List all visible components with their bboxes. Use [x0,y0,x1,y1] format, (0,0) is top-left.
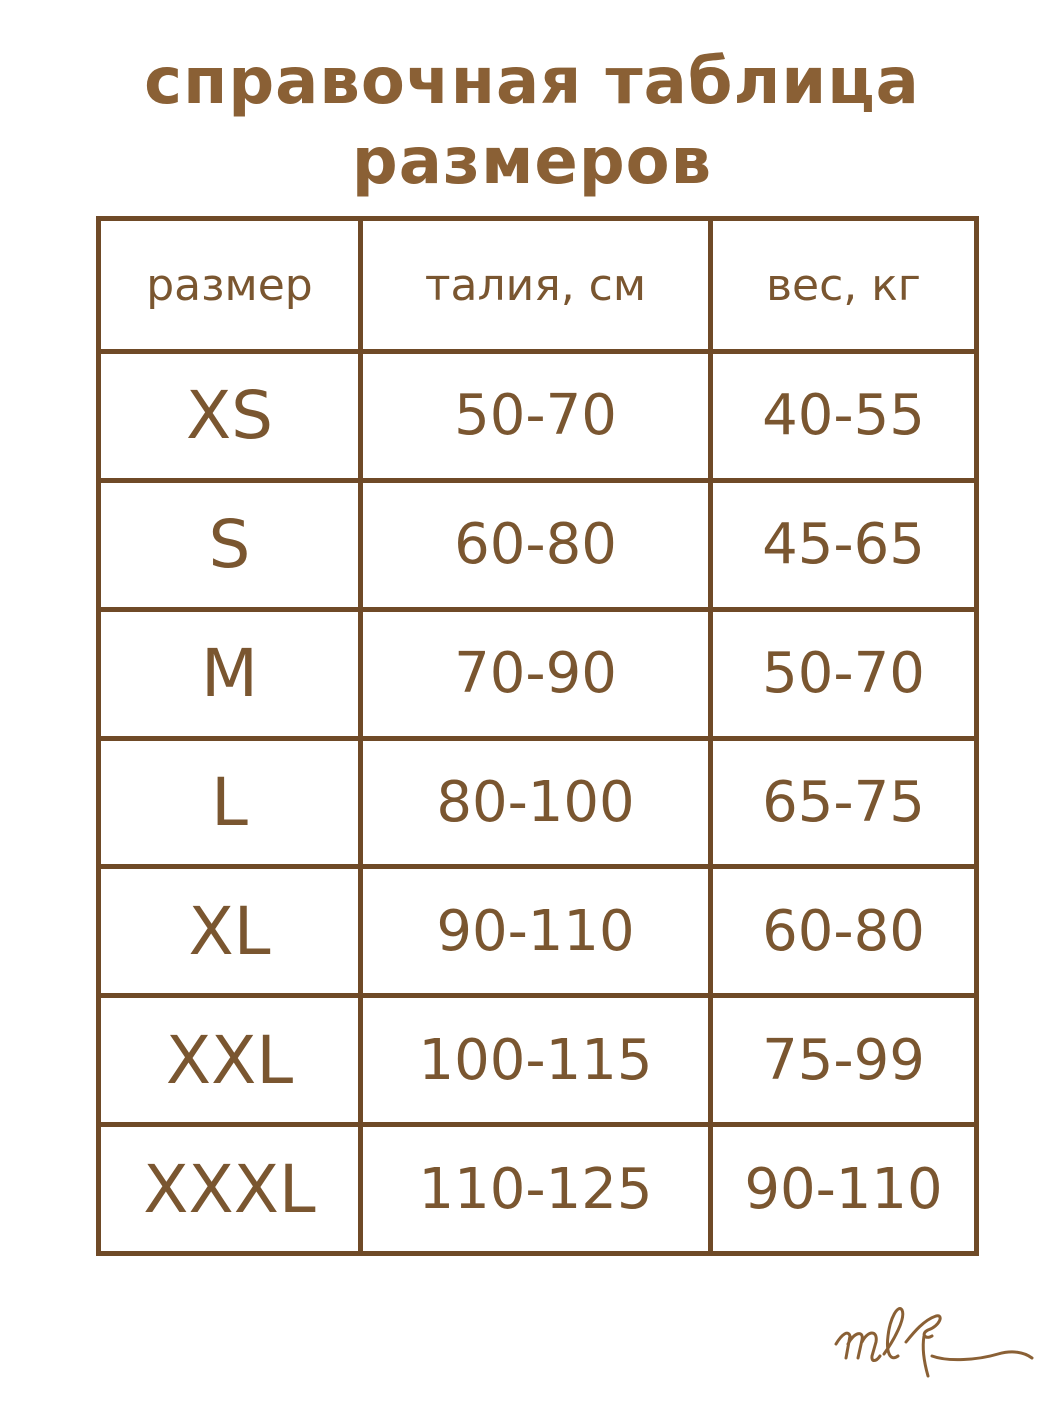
cell-waist: 110-125 [361,1125,711,1254]
cell-weight: 50-70 [711,609,977,738]
title-line-2: размеров [351,125,713,199]
cell-waist: 80-100 [361,738,711,867]
size-chart-table [96,216,979,1256]
title-line-1: справочная таблица [144,45,920,119]
cell-weight: 90-110 [711,1125,977,1254]
header-weight: вес, кг [711,219,977,352]
cell-weight: 45-65 [711,480,977,609]
cell-waist: 60-80 [361,480,711,609]
cell-weight: 60-80 [711,867,977,996]
cell-size: L [99,738,361,867]
table-row [99,738,977,867]
brand-logo-icon [828,1296,1038,1396]
table-header-row [99,219,977,352]
cell-size: XS [99,352,361,481]
header-size: размер [99,219,361,352]
table-row [99,867,977,996]
table-row [99,480,977,609]
cell-waist: 70-90 [361,609,711,738]
cell-waist: 100-115 [361,996,711,1125]
table-row [99,996,977,1125]
cell-size: XXXL [99,1125,361,1254]
cell-size: XXL [99,996,361,1125]
cell-size: M [99,609,361,738]
cell-waist: 90-110 [361,867,711,996]
page-title [0,42,1064,202]
cell-weight: 65-75 [711,738,977,867]
table-row [99,609,977,738]
table-row [99,352,977,481]
cell-weight: 75-99 [711,996,977,1125]
cell-size: S [99,480,361,609]
table-row [99,1125,977,1254]
cell-size: XL [99,867,361,996]
cell-weight: 40-55 [711,352,977,481]
header-waist: талия, см [361,219,711,352]
cell-waist: 50-70 [361,352,711,481]
brand-logo [828,1296,1038,1396]
